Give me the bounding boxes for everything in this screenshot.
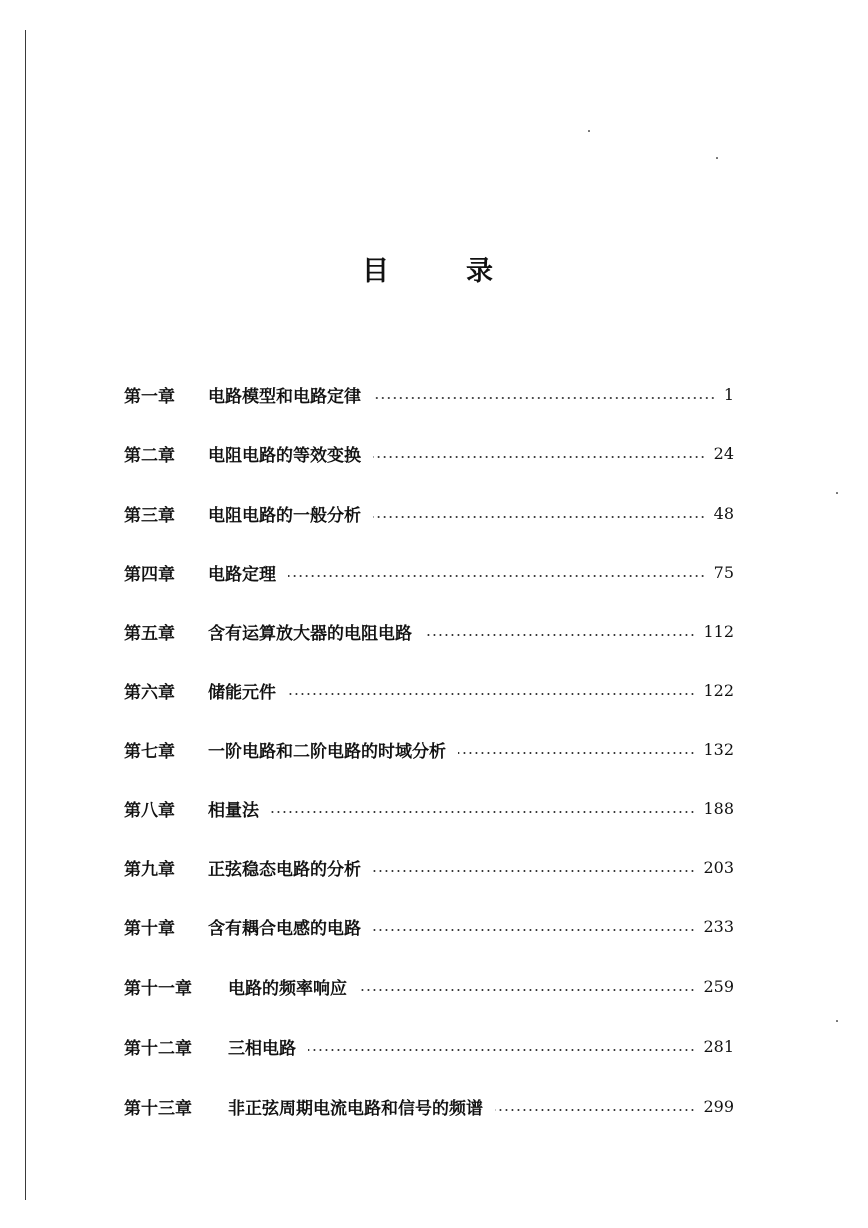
toc-chapter-number: 第十三章 [124,1098,192,1119]
toc-entry[interactable] [124,850,734,884]
toc-chapter-number: 第十二章 [124,1038,192,1059]
toc-entry[interactable] [124,614,734,648]
toc-chapter-title: 含有运算放大器的电阻电路 [208,623,412,644]
toc-chapter-number: 第五章 [124,623,175,644]
toc-page-number: 122 [703,680,734,700]
toc-leader-dots [271,811,695,813]
toc-chapter-title: 电路定理 [208,564,276,585]
toc-leader-dots [424,634,695,636]
toc-chapter-number: 第七章 [124,741,175,762]
toc-chapter-title: 电阻电路的等效变换 [208,445,361,466]
toc-page-number: 203 [703,857,734,877]
page-title [0,252,868,296]
toc-leader-dots [373,456,706,458]
toc-page-number: 233 [703,916,734,936]
toc-page-number: 75 [713,562,734,582]
toc-leader-dots [308,1049,695,1051]
toc-page-number: 48 [713,503,734,523]
toc-entry[interactable] [124,555,734,589]
toc-leader-dots [373,870,695,872]
toc-entry[interactable] [124,969,734,1003]
scan-speck [836,492,838,494]
page-title-char-1: 目 [362,256,389,287]
toc-chapter-number: 第六章 [124,682,175,703]
toc-entry[interactable] [124,673,734,707]
toc-chapter-number: 第一章 [124,386,175,407]
toc-chapter-title: 电路的频率响应 [228,978,347,999]
toc-leader-dots [495,1109,695,1111]
toc-entry[interactable] [124,1089,734,1123]
toc-page-number: 281 [703,1036,734,1056]
toc-page-number: 24 [713,443,734,463]
page-title-char-2: 录 [466,256,493,287]
scan-edge-line [25,30,26,1200]
toc-chapter-number: 第十一章 [124,978,192,999]
toc-page-number: 259 [703,976,734,996]
toc-entry[interactable] [124,791,734,825]
toc-page-number: 299 [703,1096,734,1116]
toc-chapter-number: 第八章 [124,800,175,821]
toc-page-number: 1 [723,384,734,404]
scan-speck [716,157,718,159]
toc-leader-dots [373,397,716,399]
toc-leader-dots [373,516,706,518]
toc-leader-dots [288,575,706,577]
toc-leader-dots [458,752,695,754]
toc-chapter-title: 非正弦周期电流电路和信号的频谱 [228,1098,483,1119]
toc-chapter-title: 一阶电路和二阶电路的时域分析 [208,741,446,762]
toc-chapter-title: 含有耦合电感的电路 [208,918,361,939]
toc-entry[interactable] [124,377,734,411]
scan-speck [836,1020,838,1022]
toc-page-number: 132 [703,739,734,759]
toc-chapter-number: 第九章 [124,859,175,880]
toc-leader-dots [373,929,695,931]
toc-entry[interactable] [124,496,734,530]
toc-entry[interactable] [124,732,734,766]
toc-page-number: 112 [703,621,734,641]
toc-entry[interactable] [124,436,734,470]
toc-chapter-title: 正弦稳态电路的分析 [208,859,361,880]
toc-page-number: 188 [703,798,734,818]
toc-entry[interactable] [124,909,734,943]
toc-chapter-number: 第三章 [124,505,175,526]
toc-chapter-title: 相量法 [208,800,259,821]
toc-leader-dots [288,693,695,695]
toc-chapter-number: 第二章 [124,445,175,466]
toc-chapter-title: 储能元件 [208,682,276,703]
toc-chapter-title: 三相电路 [228,1038,296,1059]
toc-entry[interactable] [124,1029,734,1063]
scan-speck [588,130,590,132]
toc-leader-dots [359,989,695,991]
toc-chapter-number: 第十章 [124,918,175,939]
toc-chapter-title: 电路模型和电路定律 [208,386,361,407]
toc-chapter-title: 电阻电路的一般分析 [208,505,361,526]
toc-chapter-number: 第四章 [124,564,175,585]
